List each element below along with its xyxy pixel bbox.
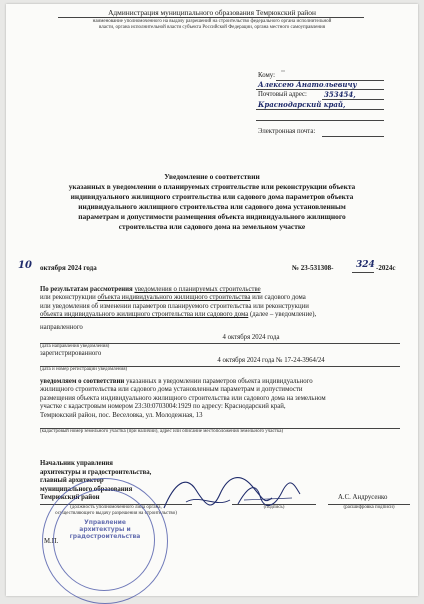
- stamp-text: Управление архитектуры и градостроительства: [69, 519, 141, 540]
- stamp-inner-ring: [53, 489, 155, 591]
- recipient-to-value: "": [281, 71, 286, 76]
- results-l1b: уведомления о планируемых строительстве: [134, 286, 261, 293]
- results-paragraph: По результатам рассмотрения уведомления о планируемых строительстве или реконструкции объекта индивидуального жилищного строительства или садового дома или уведомления об изменении параметров планируемого строительства или реконструкции объекта индивидуального жилищного строительства или садового дома (далее – уведомление),: [40, 286, 317, 319]
- header-caption-1: наименование уполномоченного на выдачу разрешений на строительство федерального органа исполнительной: [92, 19, 332, 24]
- recipient-to-label: Кому:: [258, 72, 275, 79]
- recipient-region: Краснодарский край,: [258, 100, 346, 109]
- date-day-handwritten: 10: [18, 260, 32, 271]
- title-line-3: индивидуального жилищного строительства или садового дома параметров объекта: [70, 192, 354, 201]
- name-caption: (расшифровка подписи): [343, 505, 395, 510]
- position-caption-2: осуществляющего выдачу разрешения на строительство): [55, 511, 177, 516]
- official-stamp: [42, 478, 168, 604]
- signatory-name: А.С. Андрусенко: [338, 494, 388, 501]
- header-org: Администрация муниципального образования Темрюкский район: [108, 8, 316, 17]
- recipient-name: Алексею Анатольевичу: [258, 80, 357, 89]
- recipient-name-line: [256, 89, 384, 90]
- title-line-6: строительства или садового дома на земельном участке: [118, 222, 306, 231]
- number-handwritten: 324: [356, 260, 375, 270]
- date-month-year: октября 2024 года: [40, 264, 97, 272]
- recipient-email-label: Электронная почта:: [258, 128, 316, 135]
- directed-label: направленного: [40, 324, 83, 331]
- results-lead: По результатам рассмотрения: [40, 286, 133, 293]
- position-caption-1: (должность уполномоченного лица органа,: [70, 505, 162, 510]
- title-line-4: индивидуального жилищного строительства или садового дома установленным: [78, 202, 346, 211]
- directed-value: 4 октября 2024 года: [222, 334, 280, 341]
- recipient-address-label: Почтовый адрес:: [258, 91, 307, 98]
- title-line-1: Уведомление о соответствии: [164, 172, 260, 181]
- notify-caption: (кадастровый номер земельного участка (при наличии), адрес или описание местоположения земельного участка): [40, 429, 284, 434]
- notify-paragraph: уведомляем о соответствии указанных в уведомлении параметров объекта индивидуального жилищного строительства или садового дома установленным параметрам и допустимости размещения объекта индивидуального жилищного строительства или садового дома на земельном участке с кадастровым номером 23:30:0703004:1929 по адресу: Краснодарский край, Темрюкский район, пос. Веселовка, ул. Молодежная, 13: [40, 378, 412, 420]
- header-underline: [58, 17, 364, 18]
- signature-mark-right: [234, 478, 304, 512]
- signatory-position: Начальник управления архитектуры и градостроительства, главный архитектор муниципального образования Темрюкский район: [40, 460, 152, 502]
- recipient-email-line: [322, 136, 384, 137]
- number-line: [352, 272, 374, 273]
- results-l2b: объекта индивидуального жилищного строительства: [97, 294, 251, 302]
- recipient-blank-line: [256, 120, 384, 121]
- header-caption-2: власти, органа исполнительной власти субъекта Российской Федерации, органа местного самоуправления: [98, 25, 326, 30]
- registered-value: 4 октября 2024 года № 17-24-3964/24: [217, 357, 325, 364]
- document-page: [6, 4, 418, 596]
- number-suffix: -2024с: [376, 264, 396, 272]
- title-line-5: параметрам и допустимости размещения объекта индивидуального жилищного: [78, 212, 346, 221]
- notify-address: Темрюкский район, пос. Веселовка, ул. Молодежная, 13: [40, 411, 203, 419]
- recipient-index: 353454,: [324, 90, 356, 99]
- document-title: [6, 172, 418, 232]
- registered-label: зарегистрированного: [40, 350, 102, 357]
- number-prefix: № 23-531308-: [292, 264, 334, 272]
- notify-lead: уведомляем о соответствии: [40, 378, 125, 385]
- title-line-2: указанных в уведомлении о планируемых строительстве или реконструкции объекта: [68, 182, 356, 191]
- directed-caption: (дата направления уведомления): [40, 344, 110, 349]
- sign-caption: (подпись): [263, 505, 285, 510]
- cadastral-number: 23:30:0703004:1929: [134, 403, 192, 411]
- recipient-region-line: [256, 109, 384, 110]
- registered-caption: (дата и номер регистрации уведомления): [40, 367, 128, 372]
- seal-place-label: М.П.: [44, 538, 59, 545]
